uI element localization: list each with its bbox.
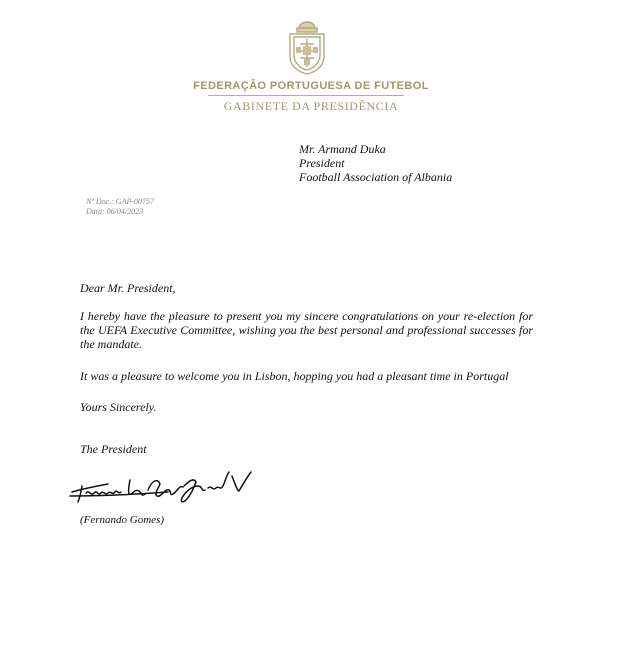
reference-block	[86, 197, 154, 216]
closing: Yours Sincerely.	[80, 400, 157, 414]
addressee-organization: Football Association of Albania	[299, 170, 453, 184]
document-number: Nº Doc.: GAP-00757	[86, 197, 155, 206]
document-date: Data: 06/04/2023	[86, 206, 144, 216]
office-name: GABINETE DA PRESIDÊNCIA	[223, 99, 399, 113]
organization-name: FEDERAÇÃO PORTUGUESA DE FUTEBOL	[193, 80, 429, 92]
paragraph-congratulations: I hereby have the pleasure to present you my sincere congratulations on your re-election for the UEFA Executive Committee, wishing you the best personal and professional successes for the mandate.	[80, 309, 533, 351]
handwritten-signature	[68, 466, 254, 510]
signer-title: The President	[80, 442, 147, 456]
letterhead-divider	[208, 95, 404, 96]
signer-name: (Fernando Gomes)	[80, 514, 165, 526]
salutation: Dear Mr. President,	[80, 281, 176, 295]
addressee-name: Mr. Armand Duka	[299, 142, 386, 156]
addressee-block	[299, 142, 452, 184]
paragraph-welcome: It was a pleasure to welcome you in Lisbon, hopping you had a pleasant time in Portugal	[80, 369, 509, 383]
fpf-crest-icon	[282, 20, 332, 76]
addressee-title: President	[299, 156, 345, 170]
